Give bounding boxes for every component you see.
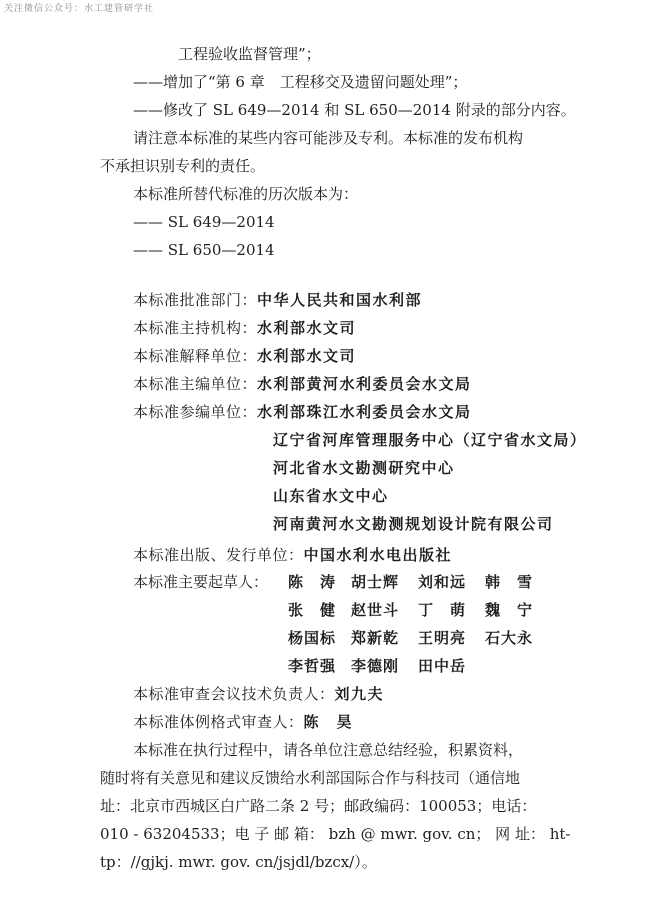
chief-label: 本标准主编单位： — [133, 375, 258, 393]
drafter-name: 郑新乾 — [351, 629, 400, 647]
participate-value: 水利部珠江水利委员会水文局 — [257, 403, 472, 421]
closing-line: tp：//gjkj. mwr. gov. cn/jsjdl/bzcx/）。 — [100, 853, 377, 871]
participate-row — [133, 402, 472, 422]
paragraph-line: 工程验收监督管理”； — [178, 45, 321, 63]
review-tech-label: 本标准审查会议技术负责人： — [133, 685, 335, 703]
drafter-name: 胡士辉 — [351, 573, 400, 591]
approve-value: 中华人民共和国水利部 — [257, 291, 423, 309]
approve-row — [133, 290, 422, 310]
paragraph-line: 不承担识别专利的责任。 — [100, 157, 266, 175]
drafter-name: 王明亮 — [418, 629, 467, 647]
paragraph-line: 本标准所替代标准的历次版本为： — [133, 185, 359, 203]
review-tech-value: 刘九夫 — [334, 685, 385, 703]
drafter-name: 赵世斗 — [351, 601, 400, 619]
host-value: 水利部水文司 — [257, 319, 357, 337]
paragraph-line: ——增加了“第 6 章 工程移交及遗留问题处理”； — [133, 73, 468, 91]
drafter-name: 杨国标 — [288, 629, 337, 647]
drafter-name: 田中岳 — [418, 657, 467, 675]
drafter-name: 魏 宁 — [485, 601, 534, 619]
closing-line: 址：北京市西城区白广路二条 2 号；邮政编码：100053；电话： — [100, 797, 537, 815]
chief-row — [133, 374, 472, 394]
explain-value: 水利部水文司 — [257, 347, 357, 365]
host-label: 本标准主持机构： — [133, 319, 258, 337]
publish-row — [133, 545, 452, 565]
participate-value: 辽宁省河库管理服务中心（辽宁省水文局） — [273, 431, 587, 449]
explain-label: 本标准解释单位： — [133, 347, 258, 365]
drafter-name: 石大永 — [485, 629, 534, 647]
paragraph-line: —— SL 650—2014 — [133, 241, 275, 259]
chief-value: 水利部黄河水利委员会水文局 — [257, 375, 472, 393]
watermark-text: 关注微信公众号：水工建管研学社 — [4, 4, 155, 14]
review-format-row — [133, 712, 353, 732]
publish-label: 本标准出版、发行单位： — [133, 546, 304, 564]
paragraph-line: ——修改了 SL 649—2014 和 SL 650—2014 附录的部分内容。 — [133, 101, 576, 119]
closing-line: 本标准在执行过程中，请各单位注意总结经验，积累资料， — [133, 741, 524, 759]
participate-value: 河南黄河水文勘测规划设计院有限公司 — [273, 515, 554, 533]
drafter-name: 李哲强 — [288, 657, 337, 675]
host-row — [133, 318, 356, 338]
publish-value: 中国水利水电出版社 — [303, 546, 453, 564]
drafter-name: 张 健 — [288, 601, 337, 619]
participate-label: 本标准参编单位： — [133, 403, 258, 421]
participate-value: 河北省水文勘测研究中心 — [273, 459, 455, 477]
approve-label: 本标准批准部门： — [133, 291, 258, 309]
drafter-name: 韩 雪 — [485, 573, 534, 591]
review-tech-row — [133, 684, 384, 704]
review-format-label: 本标准体例格式审查人： — [133, 713, 304, 731]
drafter-name: 刘和远 — [418, 573, 467, 591]
closing-line: 010 - 63204533；电 子 邮 箱： bzh @ mwr. gov. cn； 网 址： ht- — [100, 825, 571, 843]
drafters-label: 本标准主要起草人： — [133, 573, 269, 591]
drafter-name: 丁 萌 — [418, 601, 467, 619]
review-format-value: 陈 昊 — [303, 713, 354, 731]
drafter-name: 李德刚 — [351, 657, 400, 675]
closing-line: 随时将有关意见和建议反馈给水利部国际合作与科技司（通信地 — [100, 769, 521, 787]
explain-row — [133, 346, 356, 366]
participate-value: 山东省水文中心 — [273, 487, 389, 505]
drafter-name: 陈 涛 — [288, 573, 337, 591]
paragraph-line: 请注意本标准的某些内容可能涉及专利。本标准的发布机构 — [133, 129, 524, 147]
paragraph-line: —— SL 649—2014 — [133, 213, 275, 231]
